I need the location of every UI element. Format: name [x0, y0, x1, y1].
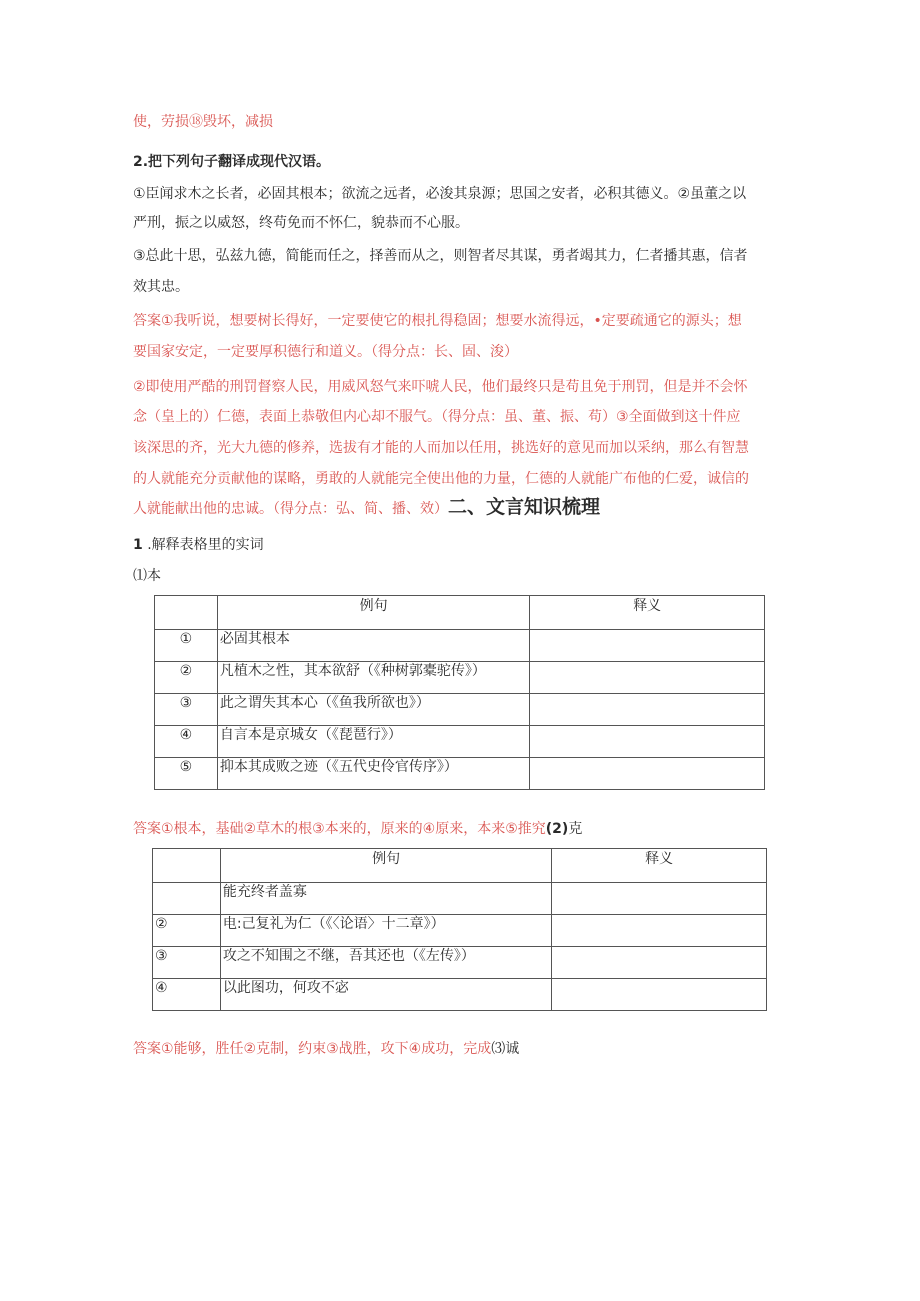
row-number	[153, 883, 221, 915]
table-row	[153, 947, 767, 979]
subheading-2-number: (2)	[545, 821, 569, 837]
row-number: ③	[155, 694, 218, 726]
subheading-ke: 克	[568, 821, 583, 837]
table-ben	[154, 595, 765, 790]
answer-4-line	[133, 1039, 519, 1059]
table-row	[153, 915, 767, 947]
answer-2d: 的人就能充分贡献他的谋略，勇敢的人就能完全使出他的力量，仁德的人就能广布他的仁爱，诚信的	[133, 471, 749, 487]
table-header-num	[153, 849, 221, 883]
table-header-sentence: 例句	[220, 849, 551, 883]
table-row	[155, 758, 765, 790]
table-header-row	[153, 849, 767, 883]
row-number: ②	[153, 915, 221, 947]
answer-2b: 念（皇上的）仁德，表面上恭敬但内心却不服气。（得分点：虽、董、振、苟）③全面做到这十件应	[133, 409, 741, 425]
row-sentence: 此之谓失其本心（《鱼我所欲也》）	[217, 694, 529, 726]
table-header-num	[155, 596, 218, 630]
table-row	[155, 630, 765, 662]
answer-2e-line	[133, 497, 600, 519]
answer-2e: 人就能献出他的忠诚。（得分点：弘、简、播、效）	[133, 501, 448, 517]
row-number: ②	[155, 662, 218, 694]
row-meaning	[552, 883, 767, 915]
answer-3: 答案①根本，基础②草木的根③本来的，原来的④原来，本来⑤推究	[133, 821, 546, 837]
question-2-sentence-1b: 严刑，振之以威怒，终苟免而不怀仁，貌恭而不心服。	[133, 215, 469, 231]
table-ke	[152, 848, 767, 1011]
row-sentence: 能充终者盖寡	[220, 883, 551, 915]
row-sentence: 电:己复礼为仁（《〈论语〉十二章》）	[220, 915, 551, 947]
row-meaning	[530, 630, 765, 662]
question-1-number: 1	[133, 537, 143, 553]
answer-4: 答案①能够，胜任②克制，约束③战胜，攻下④成功，完成	[133, 1041, 492, 1057]
subheading-ben: ⑴本	[133, 568, 161, 584]
row-number: ④	[155, 726, 218, 758]
question-1-line	[133, 535, 264, 555]
row-meaning	[552, 947, 767, 979]
answer-2c: 该深思的齐，光大九德的修养，选拔有才能的人而加以任用，挑选好的意见而加以采纳，那么有智慧	[133, 440, 749, 456]
question-2-sentence-1a: ①臣闻求木之长者，必固其根本；欲流之远者，必浚其泉源；思国之安者，必积其德义。②虽董之以	[133, 186, 747, 202]
row-meaning	[552, 979, 767, 1011]
row-sentence: 攻之不知围之不继，吾其还也（《左传》）	[220, 947, 551, 979]
row-number: ④	[153, 979, 221, 1011]
table-header-sentence: 例句	[217, 596, 529, 630]
table-header-row	[155, 596, 765, 630]
subheading-cheng: ⑶诚	[491, 1041, 520, 1057]
answer-1b: 要国家安定，一定要厚积德行和道义。（得分点：长、固、浚）	[133, 344, 518, 360]
answer-line-1: 使，劳损⑱毁坏，减损	[133, 114, 273, 130]
question-2-title	[133, 152, 330, 172]
table-header-meaning: 释义	[530, 596, 765, 630]
question-1-text: .解释表格里的实词	[147, 537, 264, 553]
row-meaning	[530, 662, 765, 694]
section-2-heading: 二、文言知识梳理	[448, 496, 601, 518]
row-number: ③	[153, 947, 221, 979]
question-2-text: 2.把下列句子翻译成现代汉语。	[133, 154, 331, 170]
table-header-meaning: 释义	[552, 849, 767, 883]
question-2-sentence-3b: 效其忠。	[133, 279, 189, 295]
row-sentence: 自言本是京城女（《琵琶行》）	[217, 726, 529, 758]
answer-1a: 答案①我听说，想要树长得好，一定要使它的根扎得稳固；想要水流得远，•定要疏通它的源头；想	[133, 313, 742, 329]
table-row	[155, 662, 765, 694]
row-sentence: 凡植木之性，其本欲舒（《种树郭橐驼传》）	[217, 662, 529, 694]
table-row	[155, 726, 765, 758]
table-row	[155, 694, 765, 726]
row-sentence: 必固其根本	[217, 630, 529, 662]
row-meaning	[552, 915, 767, 947]
row-sentence: 以此图功，何攻不宓	[220, 979, 551, 1011]
row-meaning	[530, 694, 765, 726]
answer-2a: ②即使用严酷的刑罚督察人民，用威风怒气来吓唬人民，他们最终只是苟且免于刑罚，但是并不会怀	[133, 379, 748, 395]
row-number: ①	[155, 630, 218, 662]
table-row	[153, 883, 767, 915]
question-2-sentence-3a: ③总此十思，弘兹九德，简能而任之，择善而从之，则智者尽其谋，勇者竭其力，仁者播其惠，信者	[133, 248, 748, 264]
row-meaning	[530, 758, 765, 790]
row-meaning	[530, 726, 765, 758]
row-number: ⑤	[155, 758, 218, 790]
row-sentence: 抑本其成败之迹（《五代史伶官传序》）	[217, 758, 529, 790]
table-row	[153, 979, 767, 1011]
answer-3-line	[133, 819, 582, 839]
